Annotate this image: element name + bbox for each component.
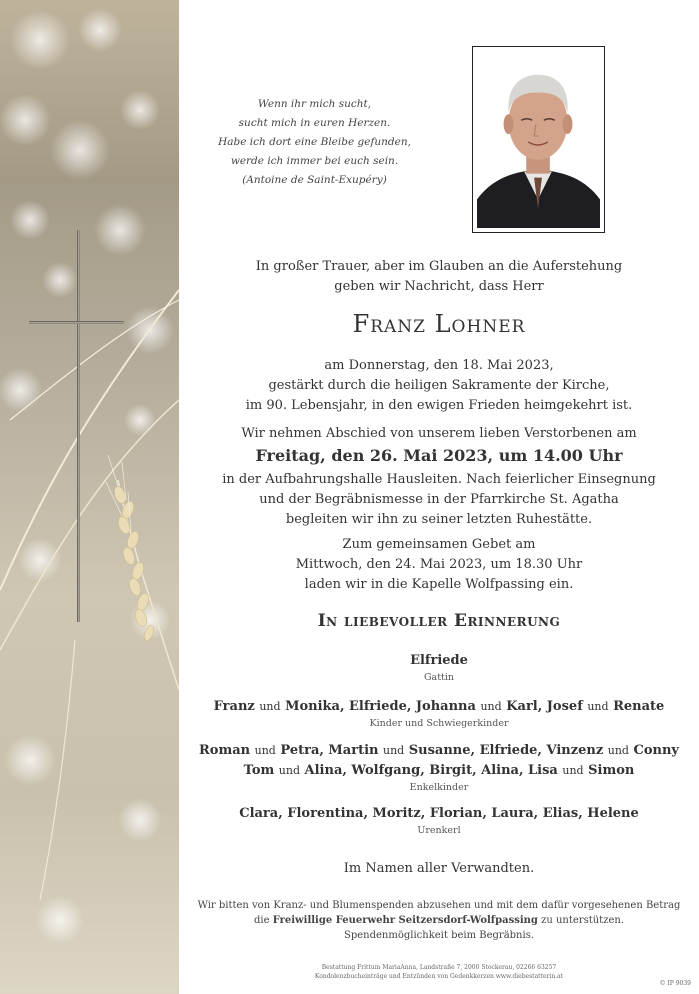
donation-line (179, 913, 699, 928)
obituary-content (179, 0, 699, 994)
portrait-image (477, 51, 600, 228)
spouse-name: Elfriede (410, 653, 468, 668)
grandchildren-role: Enkelkinder (409, 782, 469, 793)
and-word: und (607, 744, 629, 757)
children-names (179, 697, 699, 717)
spouse-block (179, 651, 699, 684)
and-word: und (562, 764, 584, 777)
and-word: und (480, 700, 502, 713)
and-word: und (587, 700, 609, 713)
grandchild-name: Conny (633, 743, 679, 758)
funeral-detail-line: und der Begräbnismesse in der Pfarrkirche St. Agatha (259, 492, 619, 507)
farewell-intro: Wir nehmen Abschied von unserem lieben Verstorbenen am (241, 426, 637, 441)
death-notice (179, 356, 699, 416)
children-role: Kinder und Schwiegerkinder (369, 718, 509, 729)
intro-line: geben wir Nachricht, dass Herr (334, 279, 544, 294)
memory-heading: In liebevoller Erinnerung (317, 611, 561, 631)
donation-line: Spendenmöglichkeit beim Begräbnis. (343, 930, 535, 941)
quote-line: Wenn ihr mich sucht, (257, 98, 372, 110)
footer-line: Bestattung Frittum MariaAnna, Landstraße 7, 2000 Stockerau, 02266 63257 (321, 964, 557, 971)
donation-text: die (253, 915, 270, 926)
prayer-line: Mittwoch, den 24. Mai 2023, um 18.30 Uhr (295, 557, 583, 572)
child-name: Renate (613, 699, 665, 714)
decorative-side-panel (0, 0, 179, 994)
grandchild-name: Susanne, Elfriede, Vinzenz (408, 743, 604, 758)
funeral-detail-line: begleiten wir ihn zu seiner letzten Ruhestätte. (285, 512, 593, 527)
spouse-role: Gattin (423, 672, 455, 683)
relatives-sign: Im Namen aller Verwandten. (343, 861, 535, 876)
funeral-detail-line: in der Aufbahrungshalle Hausleiten. Nach feierlicher Einsegnung (222, 472, 656, 487)
and-word: und (254, 744, 276, 757)
quote-block (207, 95, 422, 190)
great-grandchildren-block (179, 804, 699, 837)
child-name: Franz (213, 699, 255, 714)
grandchildren-names-1 (179, 741, 699, 761)
grandchild-name: Petra, Martin (280, 743, 379, 758)
prayer-line: laden wir in die Kapelle Wolfpassing ein. (304, 577, 574, 592)
and-word: und (278, 764, 300, 777)
document-code: © IP 9039 (659, 980, 691, 987)
child-name: Karl, Josef (506, 699, 583, 714)
quote-line: werde ich immer bei euch sein. (230, 155, 399, 167)
intro-line: In großer Trauer, aber im Glauben an die Auferstehung (255, 259, 623, 274)
portrait-photo (472, 46, 605, 233)
deceased-name: Franz Lohner (352, 310, 526, 338)
grandchildren-block (179, 741, 699, 794)
grandchild-name: Roman (199, 743, 251, 758)
donation-line: Wir bitten von Kranz- und Blumenspenden abzusehen und mit dem dafür vorgesehenen Betrag (197, 900, 681, 911)
death-notice-line: im 90. Lebensjahr, in den ewigen Frieden heimgekehrt ist. (245, 398, 633, 413)
wheat-cross-illustration (0, 0, 179, 994)
grandchild-name: Tom (243, 763, 275, 778)
death-notice-line: am Donnerstag, den 18. Mai 2023, (324, 358, 554, 373)
child-name: Monika, Elfriede, Johanna (285, 699, 476, 714)
quote-line: sucht mich in euren Herzen. (238, 117, 391, 129)
prayer-info (179, 535, 699, 595)
intro-text (179, 257, 699, 297)
quote-author: (Antoine de Saint-Exupéry) (242, 174, 387, 186)
funeral-date: Freitag, den 26. Mai 2023, um 14.00 Uhr (255, 446, 623, 465)
grandchildren-names-2 (179, 761, 699, 781)
and-word: und (259, 700, 281, 713)
footer (179, 963, 699, 981)
donation-organization: Freiwillige Feuerwehr Seitzersdorf-Wolfpassing (272, 915, 538, 926)
donation-text: zu unterstützen. (541, 915, 624, 926)
quote-line: Habe ich dort eine Bleibe gefunden, (218, 136, 411, 148)
great-grandchildren-names: Clara, Florentina, Moritz, Florian, Laura, Elias, Helene (239, 806, 639, 821)
grandchild-name: Alina, Wolfgang, Birgit, Alina, Lisa (304, 763, 558, 778)
death-notice-line: gestärkt durch die heiligen Sakramente der Kirche, (268, 378, 610, 393)
prayer-line: Zum gemeinsamen Gebet am (342, 537, 536, 552)
donation-note (179, 898, 699, 943)
grandchild-name: Simon (588, 763, 635, 778)
great-grandchildren-role: Urenkerl (417, 825, 461, 836)
funeral-details (179, 470, 699, 530)
and-word: und (383, 744, 405, 757)
footer-line: Kondolenzbucheinträge und Entzünden von Gedenkkerzen www.diebestatterin.at (314, 973, 564, 980)
children-block (179, 697, 699, 730)
